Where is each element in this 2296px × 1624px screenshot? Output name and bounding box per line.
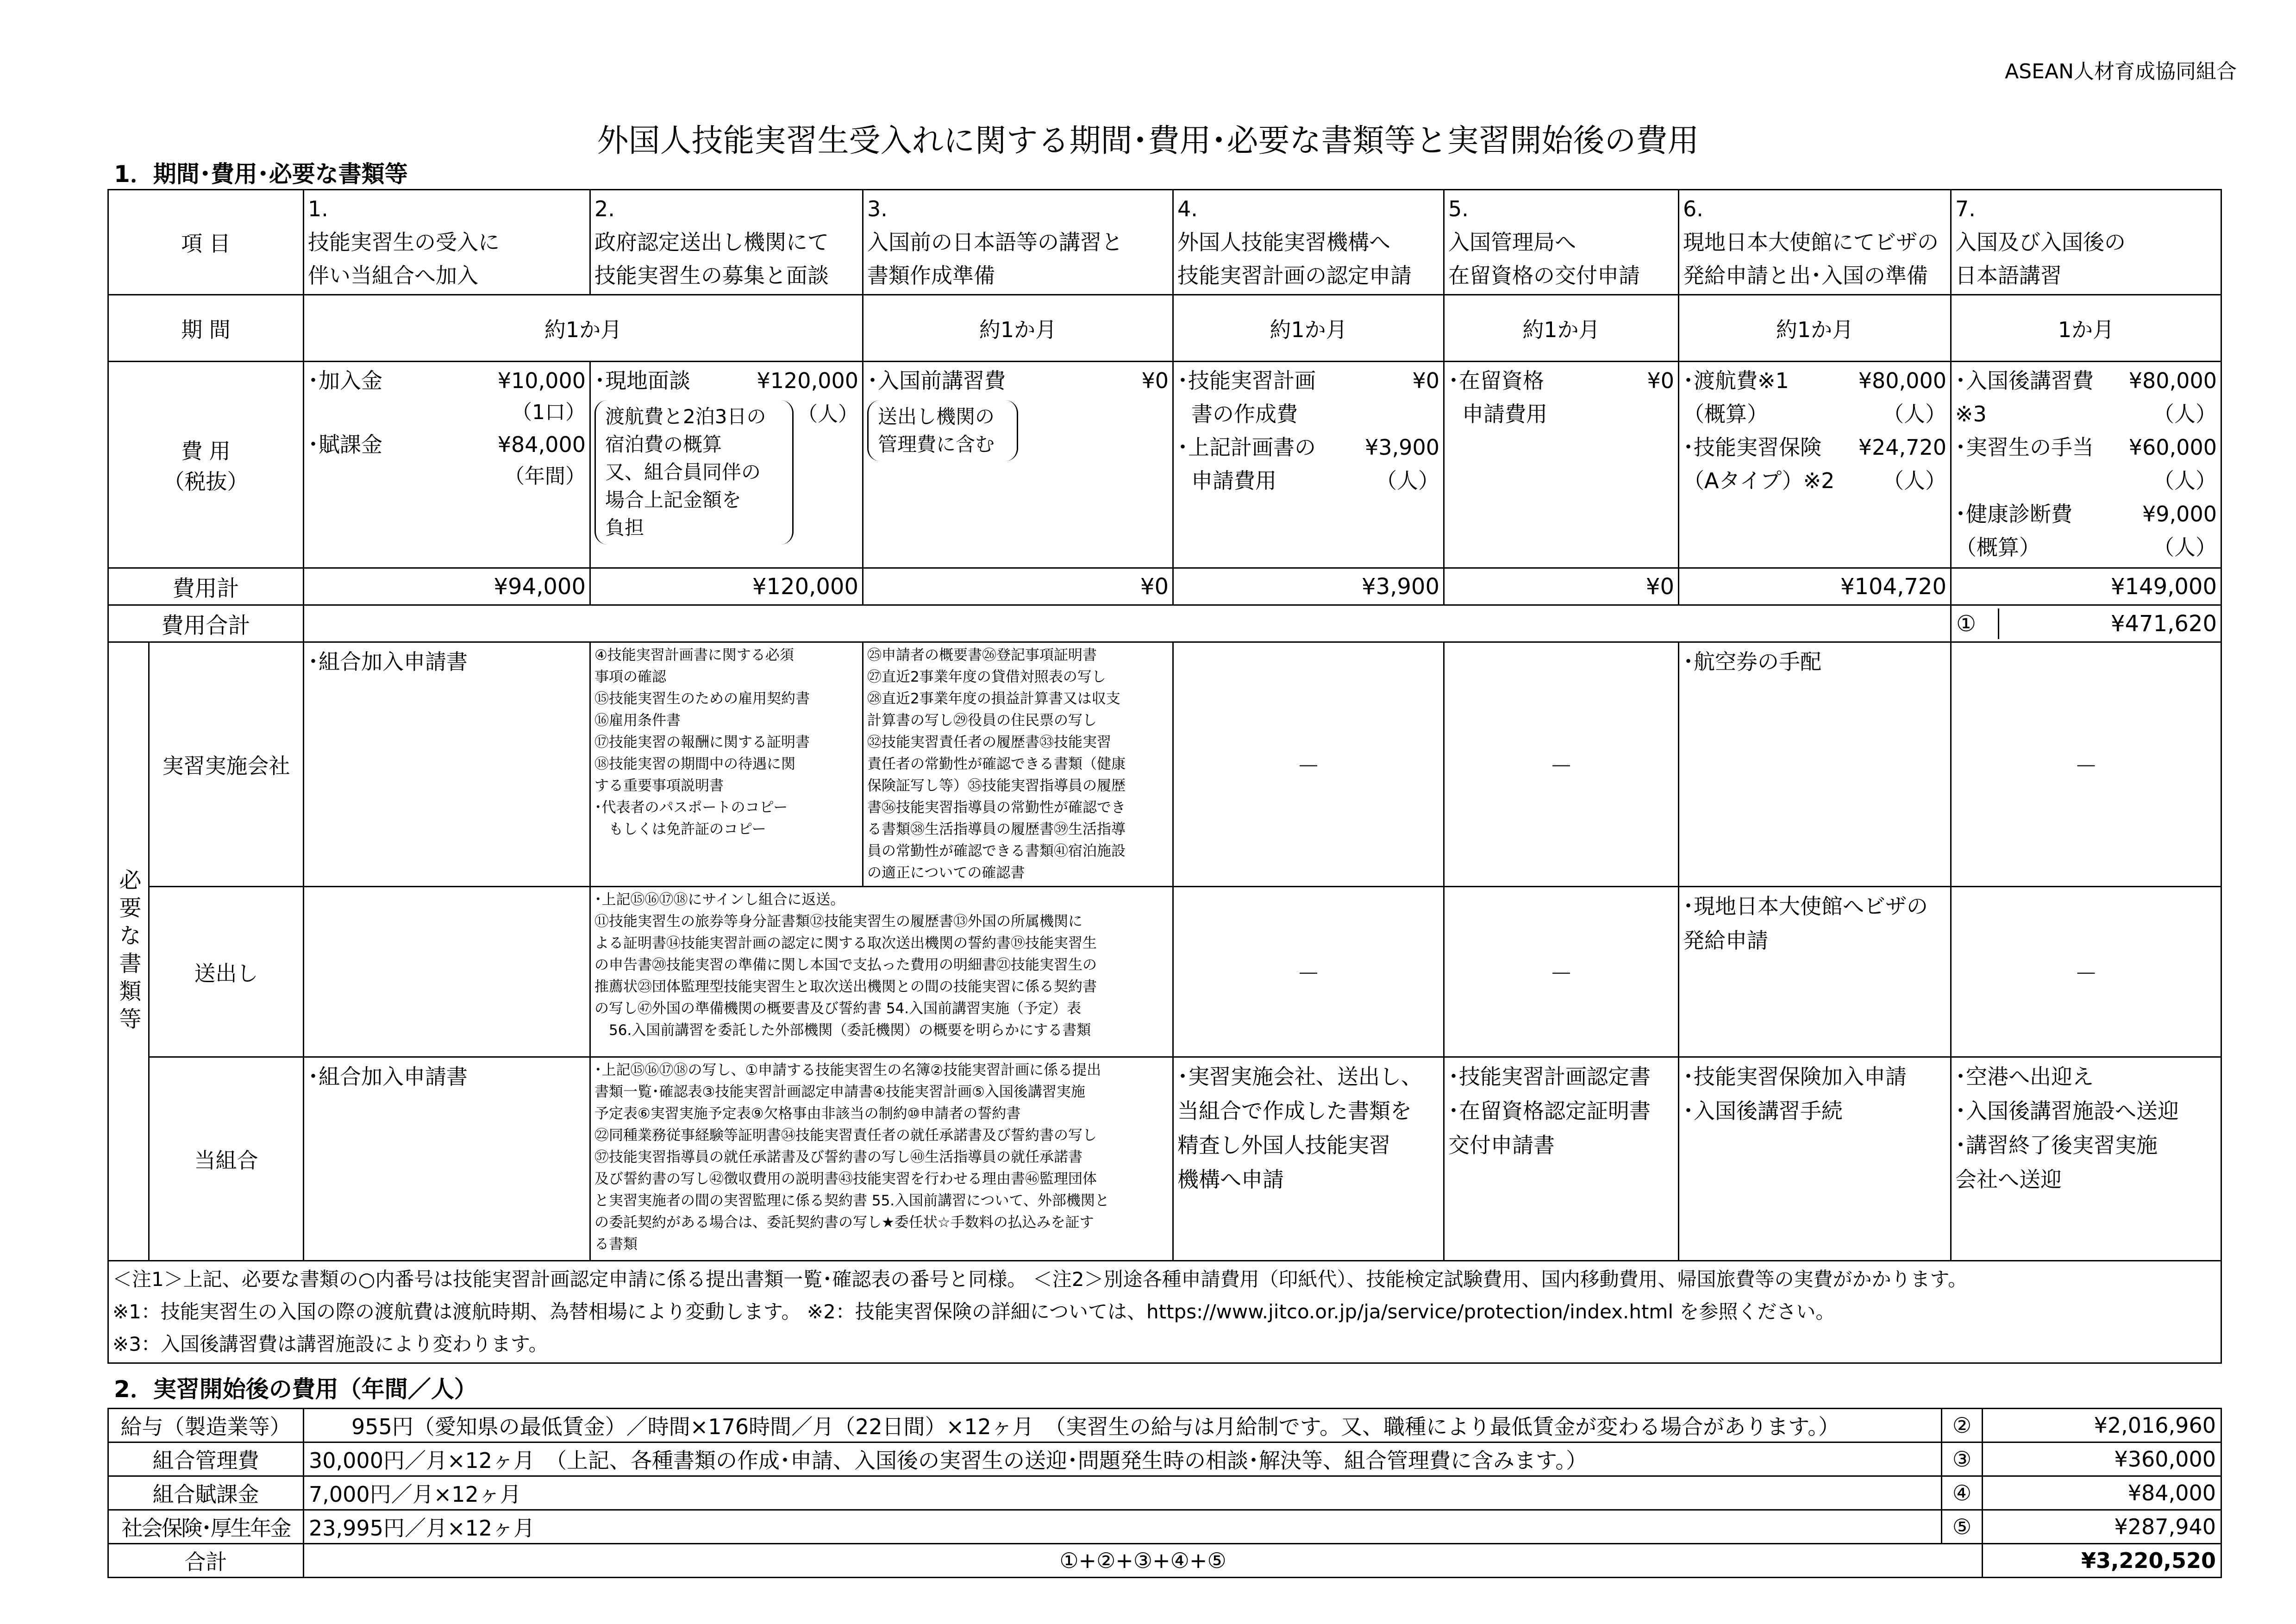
- header-step-3: 3. 入国前の日本語等の講習と 書類作成準備: [863, 190, 1173, 295]
- after-row-1-value: ¥2,016,960: [1983, 1409, 2221, 1442]
- after-row-4-mark: ⑤: [1942, 1510, 1983, 1544]
- after-total-value: ¥3,220,520: [1983, 1544, 2221, 1578]
- cost-label: 費 用 （税抜）: [108, 362, 304, 568]
- docs-union-1: ･組合加入申請書: [304, 1057, 590, 1261]
- docs-company-6: ･航空券の手配: [1679, 642, 1951, 887]
- subtotal-1: ¥94,000: [304, 568, 590, 605]
- period-3: 約1か月: [863, 295, 1173, 362]
- period-7: 1か月: [1951, 295, 2221, 362]
- cost-step-7: ･入国後講習費 ¥80,000 ※3 （人） ･実習生の手当 ¥60,000 （人） ･健康診断費 ¥9,000 （概算） （人）: [1951, 362, 2221, 568]
- section-1-heading: 1．期間･費用･必要な書類等: [114, 161, 408, 188]
- after-row-2-value: ¥360,000: [1983, 1442, 2221, 1476]
- header-step-5: 5. 入国管理局へ 在留資格の交付申請: [1444, 190, 1679, 295]
- docs-union-5: ･技能実習計画認定書 ･在留資格認定証明書 交付申請書: [1444, 1057, 1679, 1261]
- after-row-4-desc: 23,995円／月×12ヶ月: [304, 1510, 1942, 1544]
- subtotal-5: ¥0: [1444, 568, 1679, 605]
- cost-step-5: ･在留資格 ¥0 申請費用: [1444, 362, 1679, 568]
- subtotal-4: ¥3,900: [1173, 568, 1444, 605]
- after-row-2-label: 組合管理費: [108, 1442, 304, 1476]
- cost-step-3: ･入国前講習費 ¥0 送出し機関の 管理費に含む: [863, 362, 1173, 568]
- subtotal-3: ¥0: [863, 568, 1173, 605]
- period-label: 期 間: [108, 295, 304, 362]
- docs-sending-label: 送出し: [149, 887, 304, 1057]
- period-4: 約1か月: [1173, 295, 1444, 362]
- after-row-1-mark: ②: [1942, 1409, 1983, 1442]
- cost-step-1: ･加入金 ¥10,000 （1口） ･賦課金 ¥84,000 （年間）: [304, 362, 590, 568]
- docs-company-7: －: [1951, 642, 2221, 887]
- after-row-3-label: 組合賦課金: [108, 1476, 304, 1510]
- docs-sending-2-3: ･上記⑮⑯⑰⑱にサインし組合に返送。 ⑪技能実習生の旅券等身分証書類⑫技能実習生の履歴書⑬外国の所属機関に よる証明書⑭技能実習計画の認定に関する取次送出機関の誓約書⑲技能実習生 の申告書⑳技能実習の準備に関し本国で支払った費用の明細書㉑技能実習生の 推薦状㉓団体監理型技能実習生と取次送出機関との間の技能実習に係る契約書 の写し㊼外国の準備機関の概要書及び誓約書 54.入国前講習実施（予定）表 56.入国前講習を委託した外部機関（委託機関）の概要を明らかにする書類: [590, 887, 1173, 1057]
- docs-union-2-3: ･上記⑮⑯⑰⑱の写し、①申請する技能実習生の名簿②技能実習計画に係る提出 書類一覧･確認表③技能実習計画認定申請書④技能実習計画⑤入国後講習実施 予定表⑥実習実施予定表⑨欠格事由非該当の制約⑩申請者の誓約書 ㉒同種業務従事経験等証明書㉞技能実習責任者の就任承諾書及び誓約書の写し ㊲技能実習指導員の就任承諾書及び誓約書の写し㊵生活指導員の就任承諾書 及び誓約書の写し㊷徴収費用の説明書㊸技能実習を行わせる理由書㊻監理団体 と実習実施者の間の実習監理に係る契約書 55.入国前講習について、外部機関と の委託契約がある場合は、委託契約書の写し★委任状☆手数料の払込みを証す る書類: [590, 1057, 1173, 1261]
- docs-company-4: －: [1173, 642, 1444, 887]
- period-1-2: 約1か月: [304, 295, 863, 362]
- header-step-2: 2. 政府認定送出し機関にて 技能実習生の募集と面談: [590, 190, 863, 295]
- docs-company-2: ④技能実習計画書に関する必須 事項の確認 ⑮技能実習生のための雇用契約書 ⑯雇用条件書 ⑰技能実習の報酬に関する証明書 ⑱技能実習の期間中の待遇に関 する重要事項説明書 ･代表者のパスポートのコピー もしくは免許証のコピー: [590, 642, 863, 887]
- total-value: ¥471,620: [2110, 610, 2217, 637]
- header-item-label: 項 目: [108, 190, 304, 295]
- header-step-7: 7. 入国及び入国後の 日本語講習: [1951, 190, 2221, 295]
- notes: [108, 1261, 2221, 1363]
- docs-company-label: 実習実施会社: [149, 642, 304, 887]
- period-6: 約1か月: [1679, 295, 1951, 362]
- after-row-2-mark: ③: [1942, 1442, 1983, 1476]
- after-row-3-value: ¥84,000: [1983, 1476, 2221, 1510]
- period-5: 約1か月: [1444, 295, 1679, 362]
- section-2-heading: 2．実習開始後の費用（年間／人）: [114, 1376, 477, 1403]
- note-1: ＜注1＞上記、必要な書類の○内番号は技能実習計画認定申請に係る提出書類一覧･確認表の番号と同様。 ＜注2＞別途各種申請費用（印紙代）、技能検定試験費用、国内移動費用、帰国旅費等の実費がかかります。: [113, 1268, 1968, 1291]
- total-value-cell: [1951, 605, 2221, 642]
- after-row-3-desc: 7,000円／月×12ヶ月: [304, 1476, 1942, 1510]
- after-total-label: 合計: [108, 1544, 304, 1578]
- docs-union-6: ･技能実習保険加入申請 ･入国後講習手続: [1679, 1057, 1951, 1261]
- cost-step-2: ･現地面談 ¥120,000 渡航費と2泊3日の 宿泊費の概算 又、組合員同伴の 場合上記金額を 負担 （人）: [590, 362, 863, 568]
- header-step-6: 6. 現地日本大使館にてビザの 発給申請と出･入国の準備: [1679, 190, 1951, 295]
- total-empty: [304, 605, 1951, 642]
- docs-union-label: 当組合: [149, 1057, 304, 1261]
- subtotal-7: ¥149,000: [1951, 568, 2221, 605]
- docs-company-5: －: [1444, 642, 1679, 887]
- docs-sending-1: [304, 887, 590, 1057]
- note-2: ※1：技能実習生の入国の際の渡航費は渡航時期、為替相場により変動します。 ※2：技能実習保険の詳細については、https://www.jitco.or.jp/ja/service/protection/index.html を参照ください。: [113, 1300, 1835, 1323]
- docs-sending-7: －: [1951, 887, 2221, 1057]
- header-step-1: 1. 技能実習生の受入に 伴い当組合へ加入: [304, 190, 590, 295]
- period-cost-documents-table: [107, 189, 2222, 1364]
- cost-step-3-note: 送出し機関の 管理費に含む: [867, 400, 1018, 461]
- after-row-1-label: 給与（製造業等）: [108, 1409, 304, 1442]
- docs-sending-6: ･現地日本大使館へビザの 発給申請: [1679, 887, 1951, 1057]
- total-mark: ①: [1952, 608, 1999, 639]
- after-start-cost-table: [107, 1408, 2222, 1578]
- docs-sending-5: －: [1444, 887, 1679, 1057]
- docs-sending-4: －: [1173, 887, 1444, 1057]
- docs-union-4: ･実習実施会社、送出し、 当組合で作成した書類を 精査し外国人技能実習 機構へ申請: [1173, 1057, 1444, 1261]
- after-row-2-desc: 30,000円／月×12ヶ月 （上記、各種書類の作成･申請、入国後の実習生の送迎･問題発生時の相談･解決等、組合管理費に含みます。）: [304, 1442, 1942, 1476]
- subtotal-2: ¥120,000: [590, 568, 863, 605]
- header-step-4: 4. 外国人技能実習機構へ 技能実習計画の認定申請: [1173, 190, 1444, 295]
- documents-label: 必要な書類等: [108, 642, 149, 1261]
- after-row-3-mark: ④: [1942, 1476, 1983, 1510]
- cost-step-2-note: 渡航費と2泊3日の 宿泊費の概算 又、組合員同伴の 場合上記金額を 負担: [594, 400, 794, 545]
- cost-step-4: ･技能実習計画 ¥0 書の作成費 ･上記計画書の ¥3,900 申請費用 （人）: [1173, 362, 1444, 568]
- docs-company-3: ㉕申請者の概要書㉖登記事項証明書 ㉗直近2事業年度の貸借対照表の写し ㉘直近2事業年度の損益計算書又は収支 計算書の写し㉙役員の住民票の写し ㉜技能実習責任者の履歴書㉝技能実習 責任者の常勤性が確認できる書類（健康 保険証写し等）㉟技能実習指導員の履歴 書㊱技能実習指導員の常勤性が確認でき る書類㊳生活指導員の履歴書㊴生活指導 員の常勤性が確認できる書類㊶宿泊施設 の適正についての確認書: [863, 642, 1173, 887]
- after-row-1-desc: 955円（愛知県の最低賃金）／時間×176時間／月（22日間）×12ヶ月 （実習生の給与は月給制です。又、職種により最低賃金が変わる場合があります。）: [304, 1409, 1942, 1442]
- page-title: 外国人技能実習生受入れに関する期間･費用･必要な書類等と実習開始後の費用: [597, 123, 1699, 159]
- subtotal-6: ¥104,720: [1679, 568, 1951, 605]
- docs-company-1: ･組合加入申請書: [304, 642, 590, 887]
- organization-name: ASEAN人材育成協同組合: [2005, 60, 2237, 83]
- docs-union-7: ･空港へ出迎え ･入国後講習施設へ送迎 ･講習終了後実習実施 会社へ送迎: [1951, 1057, 2221, 1261]
- after-row-4-label: 社会保険･厚生年金: [108, 1510, 304, 1544]
- subtotal-label: 費用計: [108, 568, 304, 605]
- cost-step-6: ･渡航費※1 ¥80,000 （概算） （人） ･技能実習保険 ¥24,720 （Aタイプ）※2 （人）: [1679, 362, 1951, 568]
- total-label: 費用合計: [108, 605, 304, 642]
- after-total-formula: ①+②+③+④+⑤: [304, 1544, 1983, 1578]
- note-3: ※3：入国後講習費は講習施設により変わります。: [113, 1333, 548, 1355]
- after-row-4-value: ¥287,940: [1983, 1510, 2221, 1544]
